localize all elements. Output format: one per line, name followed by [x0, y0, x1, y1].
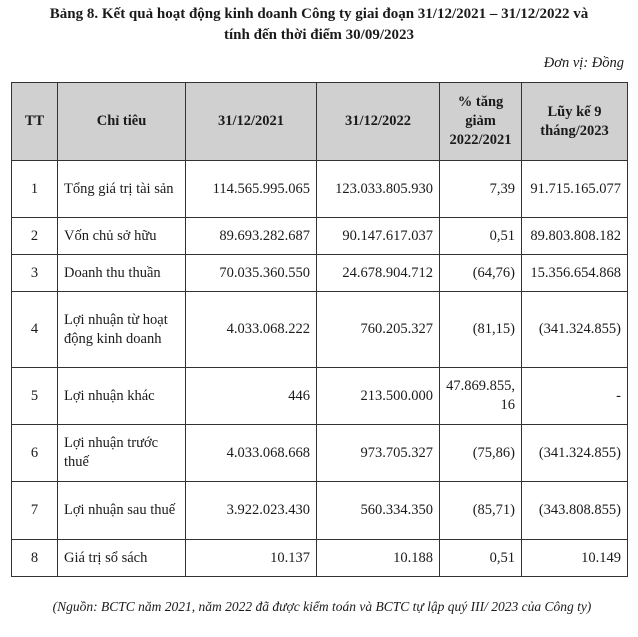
row-indicator: Tổng giá trị tài sản [58, 161, 186, 218]
row-value-2022: 123.033.805.930 [317, 161, 440, 218]
row-ytd: (343.808.855) [522, 482, 628, 540]
row-value-2021: 446 [186, 368, 317, 425]
row-value-2021: 4.033.068.222 [186, 292, 317, 368]
row-ytd: - [522, 368, 628, 425]
row-growth: 7,39 [440, 161, 522, 218]
row-number: 7 [12, 482, 58, 540]
row-indicator: Giá trị sổ sách [58, 540, 186, 577]
row-number: 6 [12, 425, 58, 482]
row-indicator: Vốn chủ sở hữu [58, 218, 186, 255]
header-row [12, 83, 628, 161]
row-number: 1 [12, 161, 58, 218]
row-value-2021: 3.922.023.430 [186, 482, 317, 540]
row-value-2022: 560.334.350 [317, 482, 440, 540]
row-growth: (75,86) [440, 425, 522, 482]
row-growth: (64,76) [440, 255, 522, 292]
table-row [12, 540, 628, 577]
row-number: 4 [12, 292, 58, 368]
row-number: 5 [12, 368, 58, 425]
table-row [12, 368, 628, 425]
table-row [12, 161, 628, 218]
row-growth: 0,51 [440, 218, 522, 255]
row-growth: 47.869.855,16 [440, 368, 522, 425]
row-value-2022: 213.500.000 [317, 368, 440, 425]
row-growth: 0,51 [440, 540, 522, 577]
header-tt: TT [12, 83, 58, 161]
table-row [12, 482, 628, 540]
header-2022: 31/12/2022 [317, 83, 440, 161]
row-ytd: (341.324.855) [522, 292, 628, 368]
row-indicator: Lợi nhuận từ hoạt động kinh doanh [58, 292, 186, 368]
row-indicator: Lợi nhuận sau thuế [58, 482, 186, 540]
row-value-2022: 10.188 [317, 540, 440, 577]
row-growth: (81,15) [440, 292, 522, 368]
row-indicator: Doanh thu thuần [58, 255, 186, 292]
row-value-2021: 70.035.360.550 [186, 255, 317, 292]
table-caption [0, 4, 638, 46]
header-growth: % tăng giảm 2022/2021 [440, 83, 522, 161]
table-row [12, 425, 628, 482]
row-number: 3 [12, 255, 58, 292]
row-value-2022: 90.147.617.037 [317, 218, 440, 255]
row-value-2022: 973.705.327 [317, 425, 440, 482]
row-number: 2 [12, 218, 58, 255]
row-ytd: 91.715.165.077 [522, 161, 628, 218]
table-row [12, 218, 628, 255]
business-results-table [11, 82, 628, 577]
caption-line-1: Bảng 8. Kết quả hoạt động kinh doanh Công ty giai đoạn 31/12/2021 – 31/12/2022 và [49, 6, 589, 22]
table-row [12, 292, 628, 368]
header-2021: 31/12/2021 [186, 83, 317, 161]
row-ytd: (341.324.855) [522, 425, 628, 482]
row-indicator: Lợi nhuận trước thuế [58, 425, 186, 482]
row-indicator: Lợi nhuận khác [58, 368, 186, 425]
row-growth: (85,71) [440, 482, 522, 540]
row-ytd: 10.149 [522, 540, 628, 577]
row-value-2021: 10.137 [186, 540, 317, 577]
row-value-2022: 760.205.327 [317, 292, 440, 368]
row-value-2022: 24.678.904.712 [317, 255, 440, 292]
caption-line-2: tính đến thời điểm 30/09/2023 [224, 27, 414, 43]
unit-note: Đơn vị: Đồng [543, 55, 624, 71]
row-number: 8 [12, 540, 58, 577]
row-value-2021: 4.033.068.668 [186, 425, 317, 482]
header-ytd-9m-2023: Lũy kế 9 tháng/2023 [522, 83, 628, 161]
table-row [12, 255, 628, 292]
header-indicator: Chỉ tiêu [58, 83, 186, 161]
row-ytd: 15.356.654.868 [522, 255, 628, 292]
source-note: (Nguồn: BCTC năm 2021, năm 2022 đã được kiểm toán và BCTC tự lập quý III/ 2023 của Công ty) [52, 599, 592, 614]
row-value-2021: 89.693.282.687 [186, 218, 317, 255]
row-ytd: 89.803.808.182 [522, 218, 628, 255]
row-value-2021: 114.565.995.065 [186, 161, 317, 218]
